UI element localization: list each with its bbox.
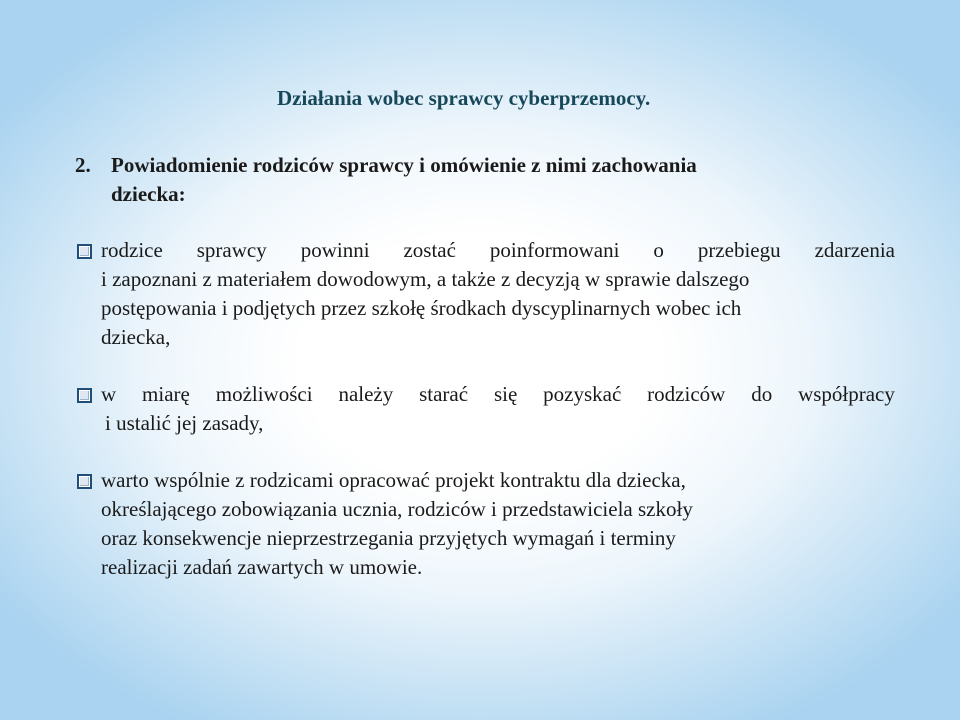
section-number: 2. xyxy=(75,153,91,177)
word: powinni xyxy=(300,238,370,262)
bullet-2-line-1 xyxy=(75,380,895,409)
bullet-3-line-2: określającego zobowiązania ucznia, rodziców i przedstawiciela szkoły xyxy=(101,497,693,521)
section-heading xyxy=(75,151,855,209)
word: zostać xyxy=(403,238,456,262)
bullet-2-line-2: i ustalić jej zasady, xyxy=(105,411,264,435)
bullet-1-line-1 xyxy=(75,236,895,265)
bullet-item-3 xyxy=(75,466,895,582)
word: rodzice xyxy=(101,238,163,262)
word: o xyxy=(653,238,664,262)
word: miarę xyxy=(142,382,190,406)
word: zdarzenia xyxy=(814,238,895,262)
word: sprawcy xyxy=(196,238,267,262)
word: przebiegu xyxy=(697,238,781,262)
slide-title: Działania wobec sprawcy cyberprzemocy. xyxy=(277,86,651,110)
word: rodziców xyxy=(647,382,726,406)
bullet-item-2 xyxy=(75,380,895,438)
word: współpracy xyxy=(798,382,895,406)
checkbox-square-icon xyxy=(77,388,92,403)
word: się xyxy=(493,382,518,406)
bullet-item-1 xyxy=(75,236,895,352)
word: do xyxy=(751,382,773,406)
word: starać xyxy=(419,382,469,406)
word: w xyxy=(101,382,117,406)
bullet-3-line-4: realizacji zadań zawartych w umowie. xyxy=(101,555,423,579)
word: możliwości xyxy=(215,382,313,406)
checkbox-square-icon xyxy=(77,244,92,259)
word: poinformowani xyxy=(489,238,620,262)
bullet-3-line-3: oraz konsekwencje nieprzestrzegania przyjętych wymagań i terminy xyxy=(101,526,676,550)
checkbox-square-icon xyxy=(77,474,92,489)
bullet-1-line-2: i zapoznani z materiałem dowodowym, a także z decyzją w sprawie dalszego xyxy=(101,267,750,291)
word: pozyskać xyxy=(543,382,622,406)
section-heading-line-1: Powiadomienie rodziców sprawcy i omówienie z nimi zachowania xyxy=(111,153,697,177)
section-heading-line-2: dziecka: xyxy=(111,182,186,206)
bullet-1-line-4: dziecka, xyxy=(101,325,171,349)
word: należy xyxy=(338,382,394,406)
bullet-3-line-1: warto wspólnie z rodzicami opracować projekt kontraktu dla dziecka, xyxy=(101,468,686,492)
bullet-1-line-3: postępowania i podjętych przez szkołę środkach dyscyplinarnych wobec ich xyxy=(101,296,742,320)
